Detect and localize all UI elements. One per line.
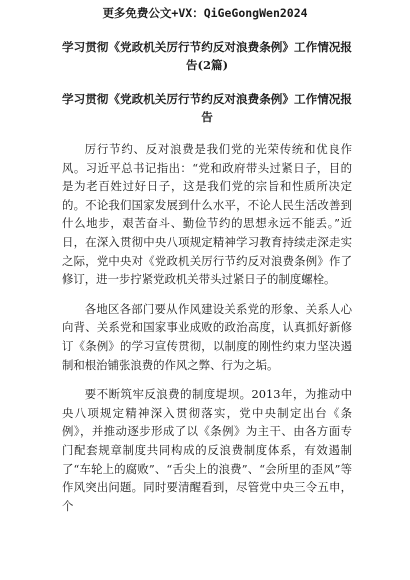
- document-title: 学习贯彻《党政机关厉行节约反对浪费条例》工作情况报告(2篇): [62, 40, 352, 72]
- body-paragraph: 要不断筑牢反浪费的制度堤坝。2013年，为推动中央八项规定精神深入贯彻落实，党中央制定出台《条例》，并推动逐步形成了以《条例》为主干、由各方面专门配套规章制度共同构成的反浪费制度体系，有效遏制了“车轮上的腐败”、“舌尖上的浪费”、“会所里的歪风”等作风突出问题。同时要清醒看到，尽管党中央三令五申，个: [62, 387, 352, 513]
- body-paragraph: 厉行节约、反对浪费是我们党的光荣传统和优良作风。习近平总书记指出：“党和政府带头过紧日子，目的是为老百姓过好日子，这是我们党的宗旨和性质所决定的。不论我们国家发展到什么水平，不论人民生活改善到什么地步，艰苦奋斗、勤俭节约的思想永远不能丢。”近日，在深入贯彻中央八项规定精神学习教育持续走深走实之际，党中央对《党政机关厉行节约反对浪费条例》作了修订，进一步拧紧党政机关带头过紧日子的制度螺栓。: [62, 142, 352, 287]
- article-title: 学习贯彻《党政机关厉行节约反对浪费条例》工作情况报告: [62, 92, 352, 124]
- document-body: [62, 140, 352, 526]
- watermark-header: 更多免费公文+VX：QiGeGongWen2024: [102, 6, 308, 20]
- body-paragraph: 各地区各部门要从作风建设关系党的形象、关系人心向背、关系党和国家事业成败的政治高度，认真抓好新修订《条例》的学习宣传贯彻，以制度的刚性约束力坚决遏制和根治铺张浪费的作风之弊、行为之垢。: [62, 301, 352, 372]
